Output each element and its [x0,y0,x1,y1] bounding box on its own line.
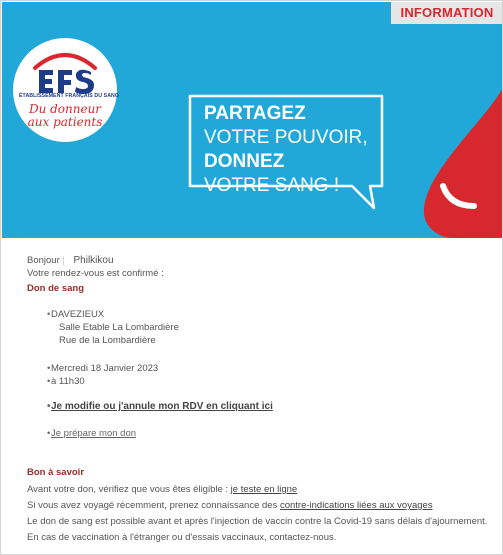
efs-logo [13,38,120,142]
good-to-know-title: Bon à savoir [27,467,85,478]
slogan-line3: DONNEZ [204,151,285,172]
greeting: Bonjour | Philkikou [27,255,114,266]
email-body [27,254,502,544]
slogan-line1: PARTAGEZ [204,103,306,124]
appointment-time: • à 11h30 [27,375,502,388]
eligibility-line: Avant votre don, vérifiez que vous êtes éligible : je teste en ligne [27,484,298,495]
modify-appointment-link[interactable]: Je modifie ou j'annule mon RDV en cliquant ici [51,401,273,412]
prepare-donation-link[interactable]: Je prépare mon don [51,428,137,439]
location-venue: Salle Etable La Lombardière [59,322,179,333]
blood-drop-icon [410,78,503,238]
eligibility-test-link[interactable]: je teste en ligne [230,484,298,495]
location-street: Rue de la Lombardière [59,335,156,346]
slogan-line4: VOTRE SANG ! [204,175,340,196]
campaign-banner [2,2,503,238]
information-badge: INFORMATION [391,2,503,24]
logo-subtitle: ÉTABLISSEMENT FRANÇAIS DU SANG [19,93,120,99]
recipient-name: Philkikou [73,255,114,266]
logo-slogan-line2: aux patients [27,115,103,129]
logo-slogan-line1: Du donneur [28,102,102,116]
appointment-type: Don de sang [27,283,85,294]
travel-line: Si vous avez voyagé récemment, prenez connaissance des contre-indications liées aux voyages [27,500,433,511]
foreign-vaccination-note: En cas de vaccination à l'étranger ou d'essais vaccinaux, contactez-nous. [27,532,337,543]
greeting-prefix: Bonjour [27,255,60,266]
confirmation-text: Votre rendez-vous est confirmé : [27,268,164,279]
appointment-date: • Mercredi 18 Janvier 2023 [27,362,502,375]
location-city: • DAVEZIEUX [27,308,502,321]
slogan-line2: VOTRE POUVOIR, [204,127,368,148]
travel-contraindications-link[interactable]: contre-indications liées aux voyages [279,500,433,511]
campaign-slogan [204,102,374,198]
covid-vaccine-note: Le don de sang est possible avant et après l'injection de vaccin contre la Covid-19 sans délais d'ajournement. [27,516,488,527]
